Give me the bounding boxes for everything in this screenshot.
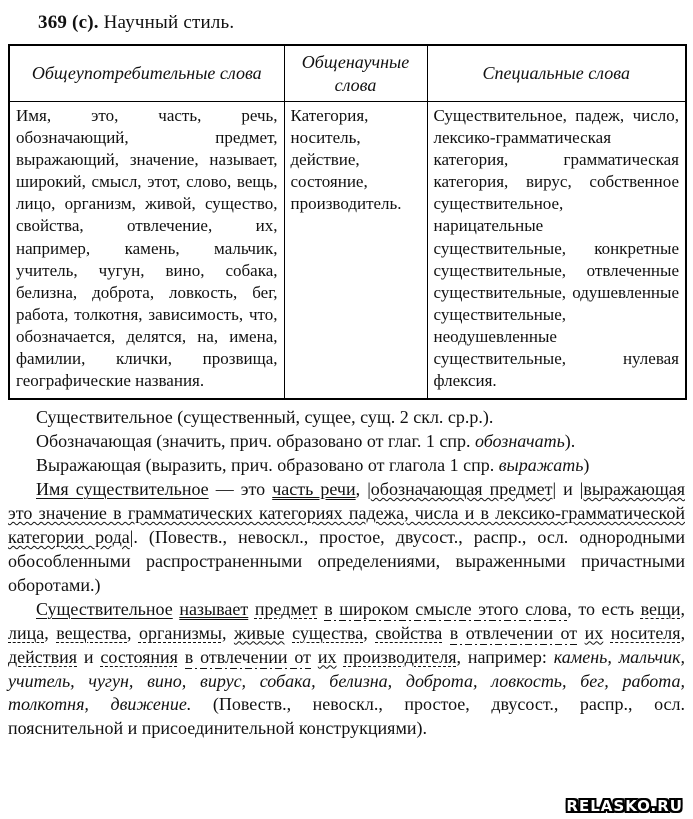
cell-special-words	[427, 102, 686, 400]
text-segment: — это	[208, 479, 273, 500]
text-segment	[442, 623, 449, 643]
header-special-words: Специальные слова	[427, 45, 686, 102]
table-body-row	[9, 102, 686, 400]
text-segment: ,	[363, 622, 376, 643]
underlined-text-segment: часть речи	[272, 479, 356, 500]
sentence-analysis-definition	[8, 478, 685, 598]
underlined-text-segment: живые	[233, 622, 285, 643]
word-analysis-line	[8, 430, 685, 454]
underlined-text-segment: называет	[179, 598, 249, 619]
text-segment	[248, 599, 255, 619]
word-analysis-line	[8, 454, 685, 478]
underlined-text-segment: существа	[292, 622, 364, 643]
cell-general-scientific-words: Категория, носитель, действие, состояние, производитель.	[284, 102, 427, 400]
italic-text-segment: обозначать	[474, 431, 565, 452]
text-segment	[285, 623, 292, 643]
underlined-text-segment: лица	[8, 622, 45, 643]
underlined-text-segment: вещи	[640, 598, 681, 619]
text-segment	[577, 623, 584, 643]
underlined-text-segment: предмет	[254, 598, 318, 619]
text-segment: ,	[680, 598, 686, 619]
underlined-text-segment: действия	[8, 646, 78, 667]
underlined-text-segment: Существительное	[36, 598, 173, 619]
italic-text-segment: камень, мальчик, учитель, чугун, вино, вирус, собака, белизна, доброта, ловкость, бег, работа, толкотня, движение.	[8, 646, 686, 715]
text-segment: и	[77, 646, 101, 667]
underlined-text-segment: в отвлечении от	[184, 646, 311, 667]
underlined-text-segment: их	[317, 646, 337, 667]
analysis-text	[8, 406, 685, 741]
text-segment: Обозначающая (значить, прич. образовано от глаг. 1 спр.	[36, 431, 475, 452]
header-common-words: Общеупотребительные слова	[9, 45, 284, 102]
text-segment: Существительное (существенный, сущее, сущ. 2 скл. ср.р.).	[36, 407, 494, 428]
text-segment	[603, 623, 610, 643]
cell-special-words-part1: Существительное, падеж, число, лексико-грамматическая категория, грамматическая категория, вирус, собственное существительное,	[433, 106, 679, 214]
text-segment: |. (Повеств., невоскл., простое, двусост., распр., осл. однородными обособленными распространенными определениями, выраженными причастными оборотами.)	[8, 526, 685, 595]
table-header-row	[9, 45, 686, 102]
text-segment: | и |	[552, 479, 584, 500]
text-segment: , то есть	[567, 598, 641, 619]
exercise-style-label: Научный стиль.	[103, 12, 235, 33]
underlined-text-segment: в широком смысле этого слова	[324, 598, 568, 619]
text-segment: ).	[564, 431, 576, 452]
text-segment: ,	[221, 622, 234, 643]
underlined-text-segment: организмы	[138, 622, 222, 643]
underlined-text-segment: носителя	[610, 622, 681, 643]
underlined-text-segment: обозначающая предмет	[370, 479, 553, 500]
text-segment: (Повеств., невоскл., простое, двусост., распр., осл. пояснительной и присоединительной конструкциями).	[8, 694, 686, 739]
underlined-text-segment: состояния	[100, 646, 178, 667]
cell-common-words: Имя, это, часть, речь, обозначающий, предмет, выражающий, значение, называет, широкий, смысл, этот, слово, вещь, лицо, организм, живой, существо, свойства, отвлечение, их, например, камень, мальчик, учитель, чугун, вино, собака, белизна, доброта, ловкость, бег, работа, толкотня, зависимость, что, обозначается, делятся, на, имена, фамилии, клички, прозвища, географические названия.	[9, 102, 284, 400]
word-analysis-line	[8, 406, 685, 430]
text-segment: )	[583, 455, 590, 476]
underlined-text-segment: их	[584, 622, 604, 643]
text-segment: ,	[680, 622, 686, 643]
text-segment: ,	[127, 622, 139, 643]
cell-special-words-part2: нарицательные существительные, конкретные существительные, отвлеченные существительные, одушевленные существительные, неодушевленные существительные, нулевая флексия.	[433, 216, 679, 391]
text-segment: , |	[355, 479, 371, 500]
underlined-text-segment: свойства	[375, 622, 443, 643]
underlined-text-segment: в отвлечении от	[449, 622, 578, 643]
text-segment: ,	[44, 622, 57, 643]
text-segment	[311, 647, 318, 667]
italic-text-segment: выражать	[498, 455, 584, 476]
vocabulary-table	[8, 44, 687, 400]
text-segment	[178, 647, 185, 667]
underlined-text-segment: вещества	[56, 622, 128, 643]
underlined-text-segment: выражающая это значение в грамматических категориях падежа, числа и в лексико-грамматической категории рода	[8, 479, 685, 547]
header-general-scientific-words: Общенаучные слова	[284, 45, 427, 102]
sentence-analysis-description	[8, 598, 685, 742]
underlined-text-segment: производителя	[343, 646, 457, 667]
watermark: RELASKO.RU	[566, 797, 683, 815]
underlined-text-segment: Имя существительное	[36, 479, 209, 500]
text-segment: , например:	[456, 646, 554, 667]
exercise-number: 369 (с).	[38, 12, 99, 33]
exercise-title	[38, 12, 685, 34]
text-segment: Выражающая (выразить, прич. образовано от глагола 1 спр.	[36, 455, 499, 476]
